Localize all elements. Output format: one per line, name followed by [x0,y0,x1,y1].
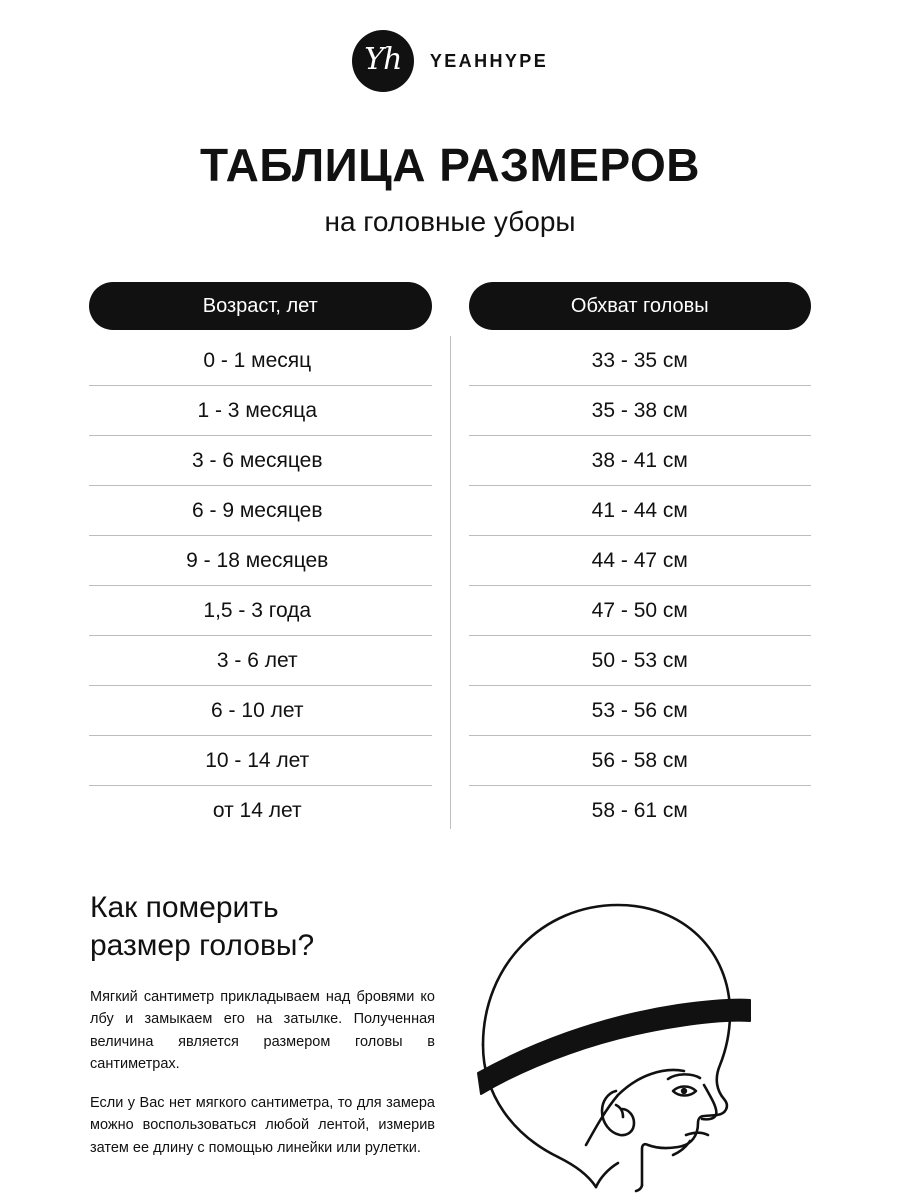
page-title: ТАБЛИЦА РАЗМЕРОВ [199,139,701,191]
logo-monogram: Yh [364,42,402,77]
table-cell-age: 6 - 10 лет [89,686,432,736]
howto-paragraph-2: Если у Вас нет мягкого сантиметра, то для замера можно воспользоваться любой лентой, измерив затем ее длину с помощью линейки или рулетки. [90,1094,435,1156]
column-header-circumference: Обхват головы [469,282,812,330]
table-cell-circumference: 53 - 56 см [469,686,812,736]
table-cell-age: 1 - 3 месяца [89,386,432,436]
howto-title-line2: размер головы? [90,928,315,962]
table-cell-circumference: 44 - 47 см [469,536,812,586]
table-cell-age: 9 - 18 месяцев [89,536,432,586]
howto-title [90,889,435,964]
table-cell-age: от 14 лет [212,798,302,822]
table-cell-circumference: 41 - 44 см [469,486,812,536]
table-cell-age: 3 - 6 месяцев [89,436,432,486]
brand-name: YEAHHYPE [429,50,549,71]
table-cell-age: 1,5 - 3 года [89,586,432,636]
table-cell-circumference: 47 - 50 см [469,586,812,636]
table-cell-age: 0 - 1 месяц [89,336,432,386]
logo-icon [352,30,414,92]
table-cell-circumference: 38 - 41 см [469,436,812,486]
head-profile-with-measuring-tape-icon [468,895,798,1195]
page-subtitle: на головные уборы [324,206,576,237]
table-cell-circumference: 33 - 35 см [469,336,812,386]
circumference-column [469,282,812,835]
table-cell-circumference: 58 - 61 см [591,798,688,822]
table-cell-circumference: 50 - 53 см [469,636,812,686]
column-header-age: Возраст, лет [89,282,432,330]
table-cell-age: 10 - 14 лет [89,736,432,786]
table-cell-circumference: 56 - 58 см [469,736,812,786]
age-column [89,282,432,835]
howto-paragraph-1: Мягкий сантиметр прикладываем над бровями ко лбу и замыкаем его на затылке. Полученная величина является размером головы в сантиметрах. [90,989,435,1073]
table-cell-age: 6 - 9 месяцев [89,486,432,536]
size-table [89,282,811,835]
title-block [0,138,900,238]
table-cell-circumference: 35 - 38 см [469,386,812,436]
brand-header [0,0,900,92]
howto-text-block [90,889,435,1175]
illustration-container [455,889,810,1195]
column-divider [450,336,451,829]
howto-section [0,889,900,1195]
howto-title-line1: Как померить [90,891,279,924]
table-cell-age: 3 - 6 лет [89,636,432,686]
